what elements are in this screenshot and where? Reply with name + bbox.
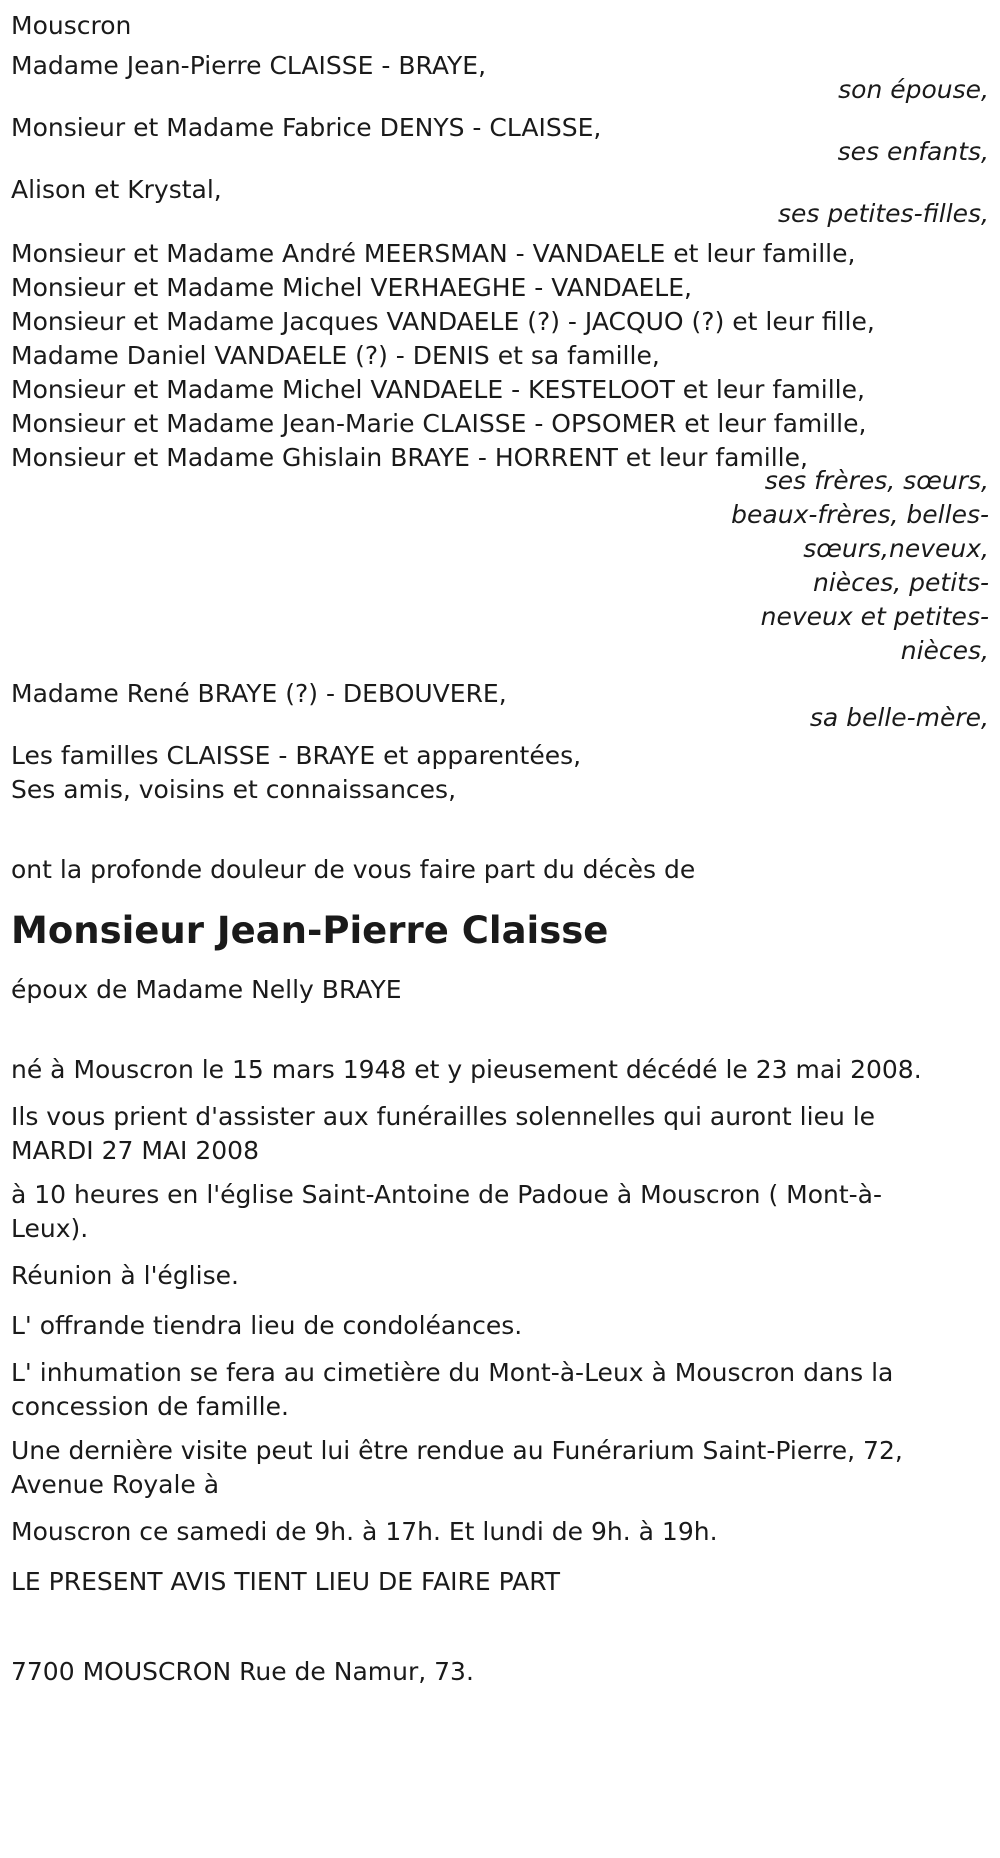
sibling-line: Monsieur et Madame Jacques VANDAELE (?) - JACQUO (?) et leur fille, [11, 307, 875, 336]
funeral-invitation: Ils vous prient d'assister aux funérailles solennelles qui auront lieu le MARDI 27 MAI 2008 [11, 1102, 876, 1165]
visit-details: Une dernière visite peut lui être rendue au Funérarium Saint-Pierre, 72, Avenue Royale à [11, 1436, 903, 1499]
spouse-name: Madame Jean-Pierre CLAISSE - BRAYE, [11, 51, 487, 80]
sibling-line: Monsieur et Madame André MEERSMAN - VANDAELE et leur famille, [11, 239, 856, 268]
visit-hours: Mouscron ce samedi de 9h. à 17h. Et lundi de 9h. à 19h. [11, 1517, 718, 1546]
sibling-line: Monsieur et Madame Jean-Marie CLAISSE - OPSOMER et leur famille, [11, 409, 867, 438]
obituary-notice [11, 6, 989, 1692]
siblings-relation-line: ses frères, sœurs, [764, 466, 989, 495]
sibling-line: Monsieur et Madame Michel VERHAEGHE - VANDAELE, [11, 273, 692, 302]
mother-in-law-name: Madame René BRAYE (?) - DEBOUVERE, [11, 679, 507, 708]
siblings-relation [11, 464, 989, 665]
address-line: 7700 MOUSCRON Rue de Namur, 73. [11, 1657, 474, 1686]
siblings-relation-line: nièces, petits- [812, 568, 989, 597]
grandchildren-name: Alison et Krystal, [11, 175, 222, 204]
meeting-line: Réunion à l'église. [11, 1261, 239, 1290]
sibling-line: Madame Daniel VANDAELE (?) - DENIS et sa famille, [11, 341, 660, 370]
siblings-relation-text [689, 464, 989, 668]
spouse-line: époux de Madame Nelly BRAYE [11, 975, 402, 1004]
siblings-relation-line: nièces, [900, 636, 989, 665]
spouse-relation: son épouse, [838, 75, 989, 104]
friends-line: Ses amis, voisins et connaissances, [11, 775, 457, 804]
grandchildren-relation: ses petites-filles, [778, 199, 989, 228]
burial-details: L' inhumation se fera au cimetière du Mont-à-Leux à Mouscron dans la concession de famille. [11, 1358, 894, 1421]
sibling-line: Monsieur et Madame Michel VANDAELE - KESTELOOT et leur famille, [11, 375, 865, 404]
birth-death-line: né à Mouscron le 15 mars 1948 et y pieusement décédé le 23 mai 2008. [11, 1055, 922, 1084]
siblings-relation-line: neveux et petites- [760, 602, 989, 631]
notice-line: LE PRESENT AVIS TIENT LIEU DE FAIRE PART [11, 1567, 561, 1596]
families-line: Les familles CLAISSE - BRAYE et apparentées, [11, 741, 582, 770]
siblings-relation-line: beaux-frères, belles- [731, 500, 989, 529]
siblings-relation-line: sœurs,neveux, [803, 534, 989, 563]
announcement-intro: ont la profonde douleur de vous faire part du décès de [11, 855, 696, 884]
mother-in-law-relation: sa belle-mère, [809, 703, 989, 732]
offering-line: L' offrande tiendra lieu de condoléances. [11, 1311, 523, 1340]
deceased-name: Monsieur Jean-Pierre Claisse [11, 909, 609, 952]
sibling-line: Monsieur et Madame Ghislain BRAYE - HORRENT et leur famille, [11, 443, 808, 472]
siblings-list [11, 234, 989, 478]
children-name: Monsieur et Madame Fabrice DENYS - CLAISSE, [11, 113, 602, 142]
city-heading: Mouscron [11, 11, 132, 40]
ceremony-details: à 10 heures en l'église Saint-Antoine de Padoue à Mouscron ( Mont-à-Leux). [11, 1180, 883, 1243]
children-relation: ses enfants, [837, 137, 989, 166]
